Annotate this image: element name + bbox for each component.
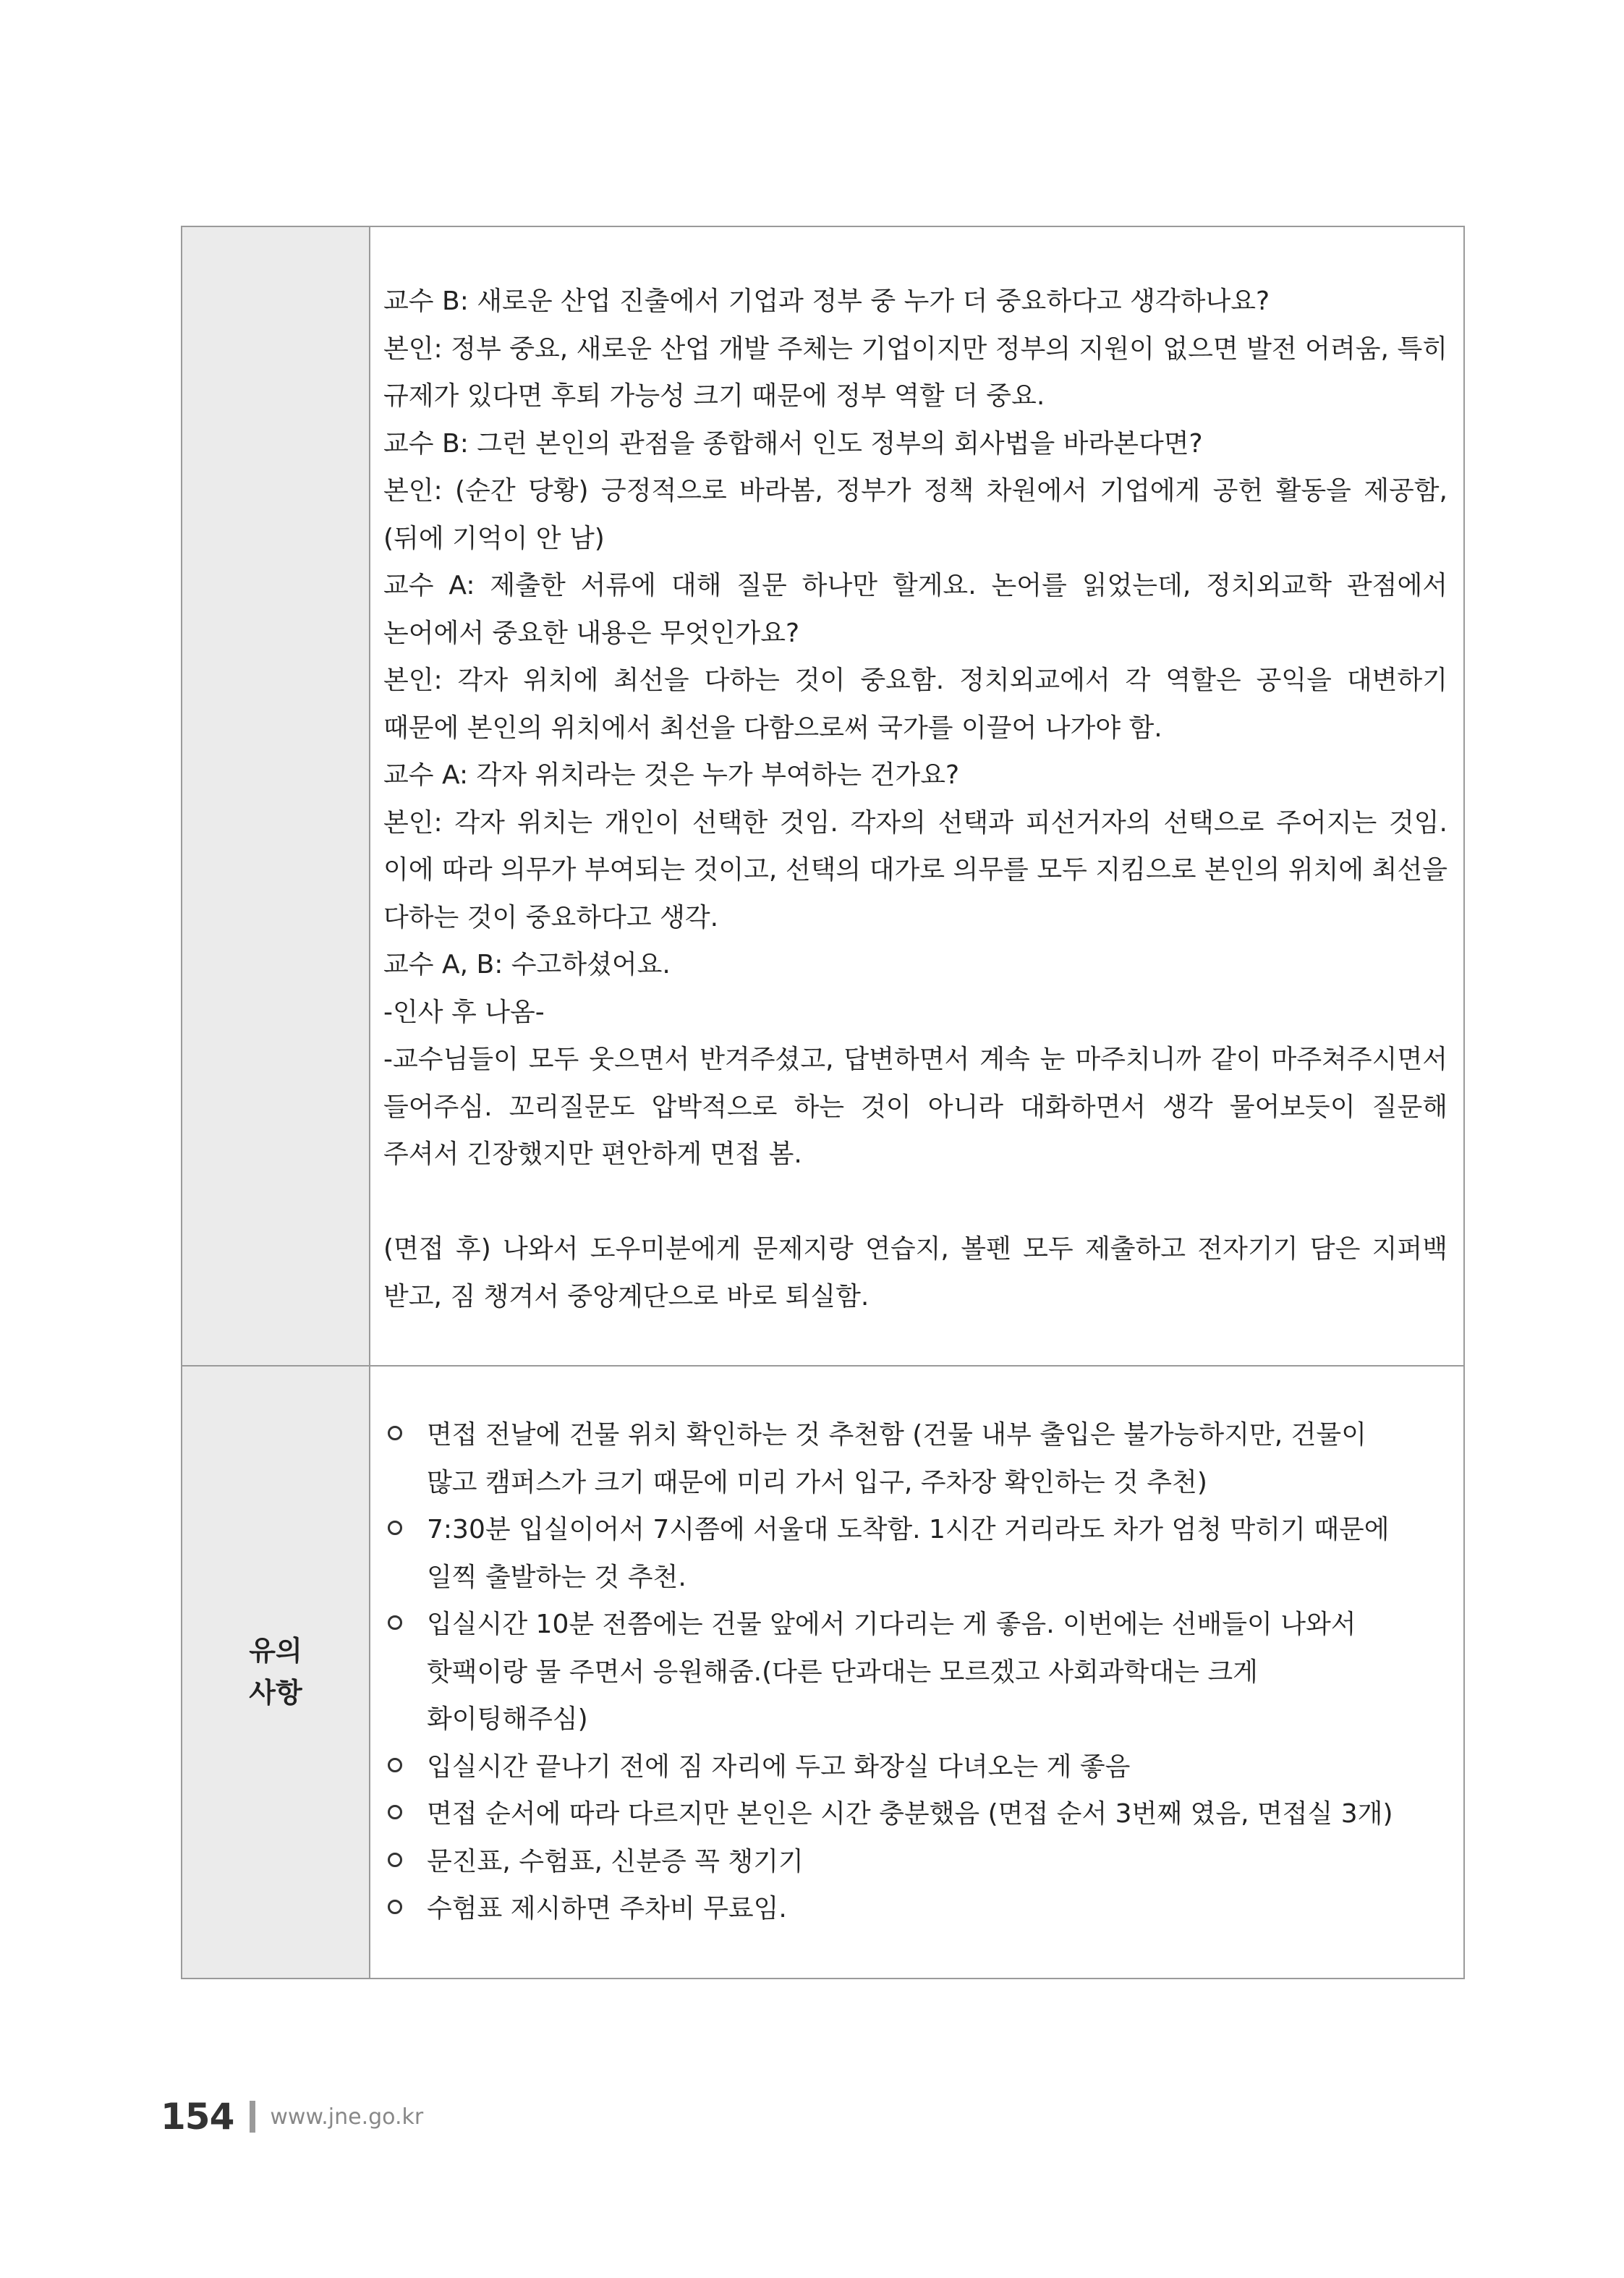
interview-content — [370, 226, 1464, 1366]
website-url: www.jne.go.kr — [270, 2104, 424, 2130]
interview-paragraph: 교수 B: 새로운 산업 진출에서 기업과 정부 중 누가 더 중요하다고 생각하나요? — [383, 286, 1270, 316]
note-text: 수험표 제시하면 주차비 무료임. — [427, 1894, 787, 1924]
note-text: 문진표, 수험표, 신분증 꼭 챙기기 — [427, 1846, 804, 1877]
note-item — [385, 1885, 1420, 1933]
note-item — [385, 1601, 1420, 1743]
interview-label-cell — [182, 226, 370, 1366]
interview-paragraph: 교수 A: 제출한 서류에 대해 질문 하나만 할게요. 논어를 읽었는데, 정치외교학 관점에서 논어에서 중요한 내용은 무엇인가요? — [383, 571, 1447, 648]
footer-divider — [250, 2101, 255, 2133]
interview-row — [182, 226, 1464, 1366]
circle-bullet-icon — [388, 1758, 402, 1772]
circle-bullet-icon — [388, 1521, 402, 1535]
notes-label-cell — [182, 1366, 370, 1979]
note-item — [385, 1790, 1420, 1838]
notes-label — [183, 1630, 368, 1714]
circle-bullet-icon — [388, 1900, 402, 1914]
blank-line — [383, 1178, 1447, 1226]
interview-paragraph: 본인: 정부 중요, 새로운 산업 개발 주체는 기업이지만 정부의 지원이 없으면 발전 어려움, 특히 규제가 있다면 후퇴 가능성 크기 때문에 정부 역할 더 중요. — [383, 333, 1447, 411]
interview-paragraph: 교수 A, B: 수고하셨어요. — [383, 950, 671, 979]
notes-label-line: 사항 — [249, 1677, 302, 1709]
note-item — [385, 1838, 1420, 1886]
interview-paragraph: (면접 후) 나와서 도우미분에게 문제지랑 연습지, 볼펜 모두 제출하고 전자기기 담은 지퍼백 받고, 짐 챙겨서 중앙계단으로 바로 퇴실함. — [383, 1234, 1447, 1312]
interview-paragraph: -인사 후 나옴- — [383, 997, 545, 1027]
interview-paragraph: 교수 A: 각자 위치라는 것은 누가 부여하는 건가요? — [383, 760, 960, 790]
circle-bullet-icon — [388, 1615, 402, 1630]
page-number: 154 — [161, 2096, 234, 2138]
interview-paragraph: 교수 B: 그런 본인의 관점을 종합해서 인도 정부의 회사법을 바라본다면? — [383, 428, 1203, 459]
note-text: 입실시간 10분 전쯤에는 건물 앞에서 기다리는 게 좋음. 이번에는 선배들이 나와서 핫팩이랑 물 주면서 응원해줌.(다른 단과대는 모르겠고 사회과학대는 크게 화이팅해주심) — [427, 1610, 1356, 1734]
page-footer — [161, 2095, 423, 2138]
note-item — [385, 1506, 1420, 1601]
note-text: 면접 전날에 건물 위치 확인하는 것 추천함 (건물 내부 출입은 불가능하지만, 건물이 많고 캠퍼스가 크기 때문에 미리 가서 입구, 주차장 확인하는 것 추천) — [427, 1420, 1366, 1497]
note-text: 7:30분 입실이어서 7시쯤에 서울대 도착함. 1시간 거리라도 차가 엄청 막히기 때문에 일찍 출발하는 것 추천. — [427, 1515, 1390, 1592]
notes-row — [182, 1366, 1464, 1979]
interview-paragraph: 본인: (순간 당황) 긍정적으로 바라봄, 정부가 정책 차원에서 기업에게 공헌 활동을 제공함, (뒤에 기억이 안 남) — [383, 476, 1447, 553]
interview-paragraph: 본인: 각자 위치는 개인이 선택한 것임. 각자의 선택과 피선거자의 선택으로 주어지는 것임. 이에 따라 의무가 부여되는 것이고, 선택의 대가로 의무를 모두 지킴으로 본인의 위치에 최선을 다하는 것이 중요하다고 생각. — [383, 807, 1447, 932]
circle-bullet-icon — [388, 1853, 402, 1867]
circle-bullet-icon — [388, 1805, 402, 1819]
note-text: 면접 순서에 따라 다르지만 본인은 시간 충분했음 (면접 순서 3번째 였음, 면접실 3개) — [427, 1799, 1393, 1829]
note-item — [385, 1743, 1420, 1791]
interview-paragraph: -교수님들이 모두 웃으면서 반겨주셨고, 답변하면서 계속 눈 마주치니까 같이 마주쳐주시면서 들어주심. 꼬리질문도 압박적으로 하는 것이 아니라 대화하면서 생각 물어보듯이 질문해 주셔서 긴장했지만 편안하게 면접 봄. — [383, 1045, 1447, 1169]
circle-bullet-icon — [388, 1426, 402, 1440]
notes-list — [385, 1411, 1420, 1933]
interview-table — [181, 226, 1465, 1979]
note-text: 입실시간 끝나기 전에 짐 자리에 두고 화장실 다녀오는 게 좋음 — [427, 1751, 1131, 1782]
notes-label-line: 유의 — [249, 1635, 302, 1667]
interview-paragraph: 본인: 각자 위치에 최선을 다하는 것이 중요함. 정치외교에서 각 역할은 공익을 대변하기 때문에 본인의 위치에서 최선을 다함으로써 국가를 이끌어 나가야 함. — [383, 666, 1447, 743]
notes-content — [370, 1366, 1464, 1979]
note-item — [385, 1411, 1420, 1506]
